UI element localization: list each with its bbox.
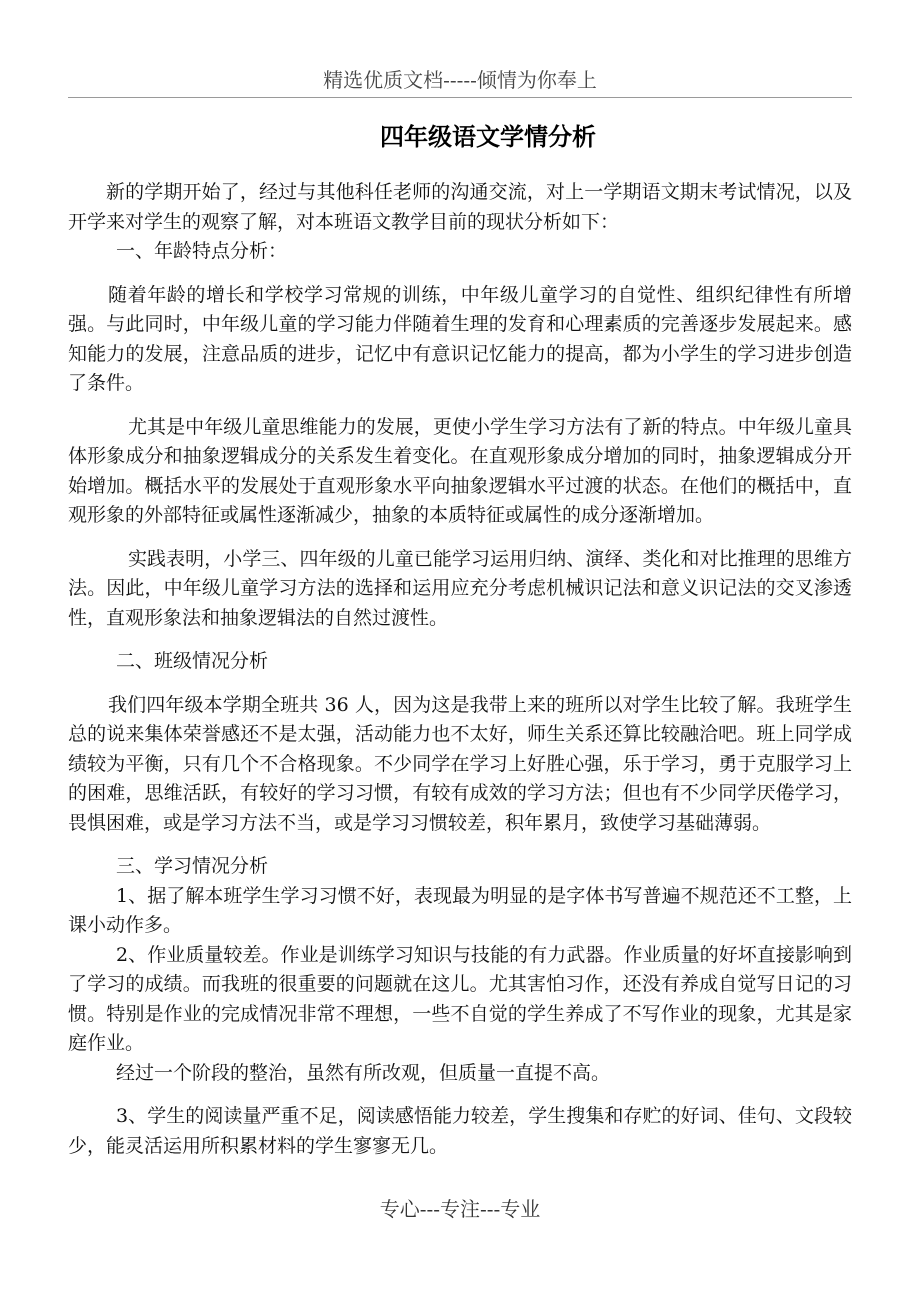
document-title: 四年级语文学情分析: [380, 122, 596, 151]
section-heading-study: 三、学习情况分析: [116, 855, 269, 877]
study-item-1: 1、据了解本班学生学习习惯不好，表现最为明显的是字体书写普遍不规范还不工整，上课小动作多。: [68, 884, 852, 936]
header-divider: [68, 97, 852, 98]
section-heading-age: 一、年龄特点分析：: [116, 240, 288, 262]
age-paragraph-2: 尤其是中年级儿童思维能力的发展，更使小学生学习方法有了新的特点。中年级儿童具体形象成分和抽象逻辑成分的关系发生着变化。在直观形象成分增加的同时，抽象逻辑成分开始增加。概括水平的发展处于直观形象水平向抽象逻辑水平过渡的状态。在他们的概括中，直观形象的外部特征或属性逐渐减少，抽象的本质特征或属性的成分逐渐增加。: [68, 415, 852, 526]
age-paragraph-3: 实践表明，小学三、四年级的儿童已能学习运用归纳、演绎、类化和对比推理的思维方法。因此，中年级儿童学习方法的选择和运用应充分考虑机械识记法和意义识记法的交叉渗透性，直观形象法和抽象逻辑法的自然过渡性。: [68, 547, 852, 629]
study-item-3: 3、学生的阅读量严重不足，阅读感悟能力较差，学生搜集和存贮的好词、佳句、文段较少，能灵活运用所积累材料的学生寥寥无几。: [68, 1105, 852, 1157]
page-footer: 专心---专注---专业: [379, 1197, 541, 1221]
class-paragraph: 我们四年级本学期全班共 36 人，因为这是我带上来的班所以对学生比较了解。我班学生总的说来集体荣誉感还不是太强，活动能力也不太好，师生关系还算比较融洽吧。班上同学成绩较为平衡，只有几个不合格现象。不少同学在学习上好胜心强，乐于学习，勇于克服学习上的困难，思维活跃，有较好的学习习惯，有较有成效的学习方法；但也有不少同学厌倦学习，畏惧困难，或是学习方法不当，或是学习习惯较差，积年累月，致使学习基础薄弱。: [68, 693, 852, 834]
age-paragraph-1: 随着年龄的增长和学校学习常规的训练，中年级儿童学习的自觉性、组织纪律性有所增强。与此同时，中年级儿童的学习能力伴随着生理的发育和心理素质的完善逐步发展起来。感知能力的发展，注意品质的进步，记忆中有意识记忆能力的提高，都为小学生的学习进步创造了条件。: [68, 283, 852, 394]
section-heading-class: 二、班级情况分析: [116, 650, 269, 672]
intro-paragraph: 新的学期开始了，经过与其他科任老师的沟通交流，对上一学期语文期末考试情况，以及开学来对学生的观察了解，对本班语文教学目前的现状分析如下：: [68, 181, 852, 233]
study-item-2: 2、作业质量较差。作业是训练学习知识与技能的有力武器。作业质量的好坏直接影响到了学习的成绩。而我班的很重要的问题就在这儿。尤其害怕习作，还没有养成自觉写日记的习惯。特别是作业的完成情况非常不理想，一些不自觉的学生养成了不写作业的现象，尤其是家庭作业。: [68, 943, 852, 1054]
page-header: 精选优质文档-----倾情为你奉上: [323, 68, 597, 92]
document-body: [68, 178, 852, 1161]
study-note: 经过一个阶段的整治，虽然有所改观，但质量一直提不高。: [116, 1061, 611, 1084]
